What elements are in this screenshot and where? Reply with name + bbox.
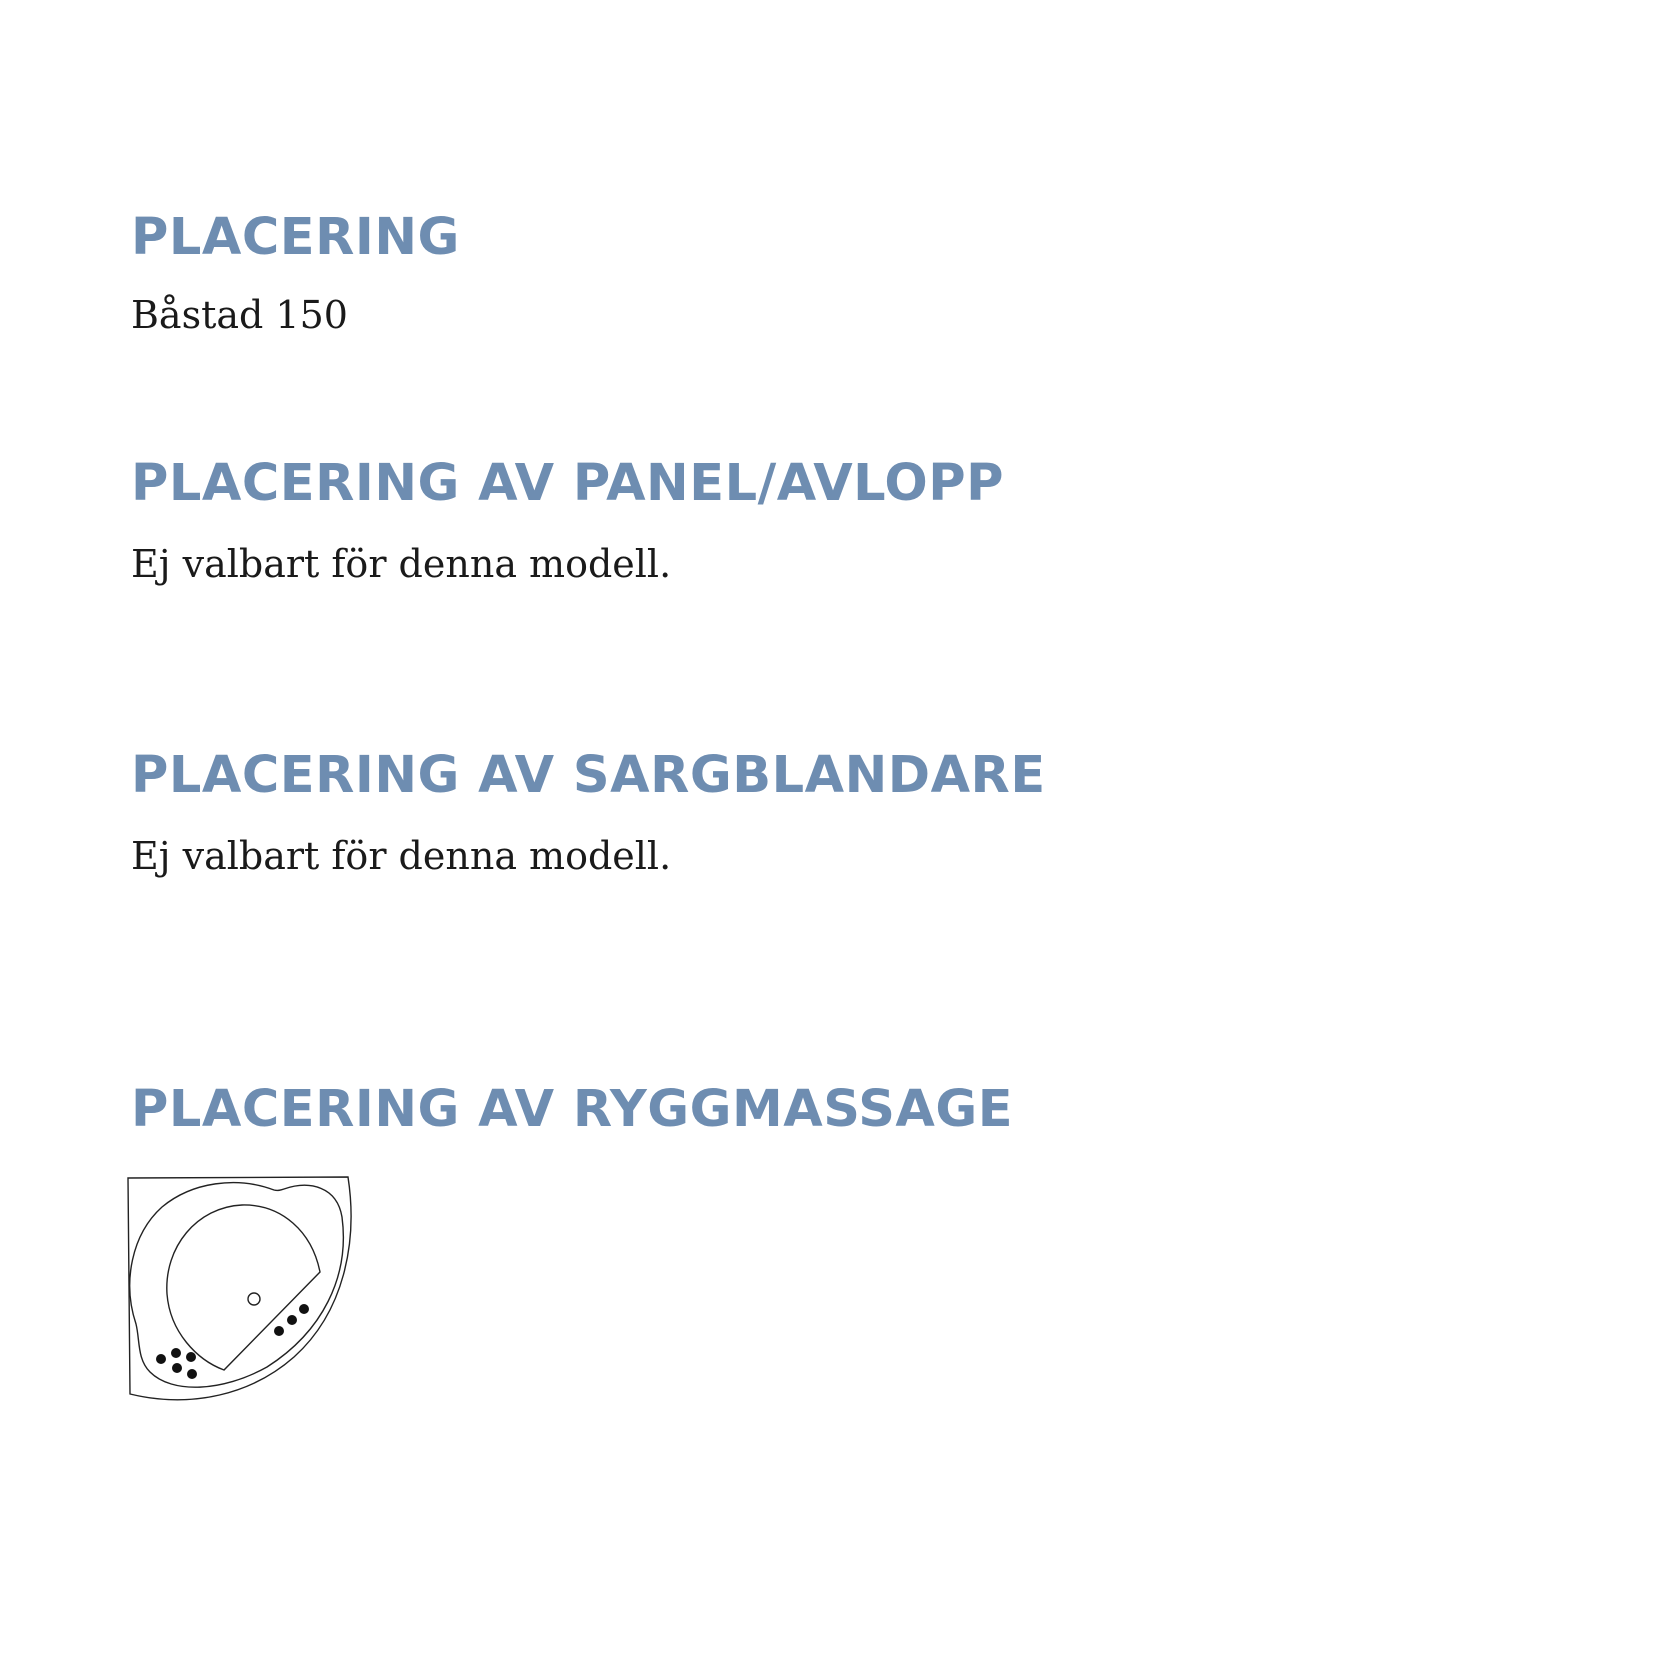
panel-drain-placement-heading: PLACERING AV PANEL/AVLOPP xyxy=(131,454,1004,513)
panel-drain-placement-value: Ej valbart för denna modell. xyxy=(131,542,672,586)
placement-heading: PLACERING xyxy=(131,208,460,267)
rim-mixer-placement-value: Ej valbart för denna modell. xyxy=(131,834,672,878)
corner-bathtub-jets-icon xyxy=(122,1172,362,1412)
rim-mixer-placement-heading: PLACERING AV SARGBLANDARE xyxy=(131,746,1046,805)
placement-value: Båstad 150 xyxy=(131,293,348,337)
massage-jets xyxy=(156,1304,309,1379)
back-massage-placement-heading: PLACERING AV RYGGMASSAGE xyxy=(131,1080,1014,1139)
